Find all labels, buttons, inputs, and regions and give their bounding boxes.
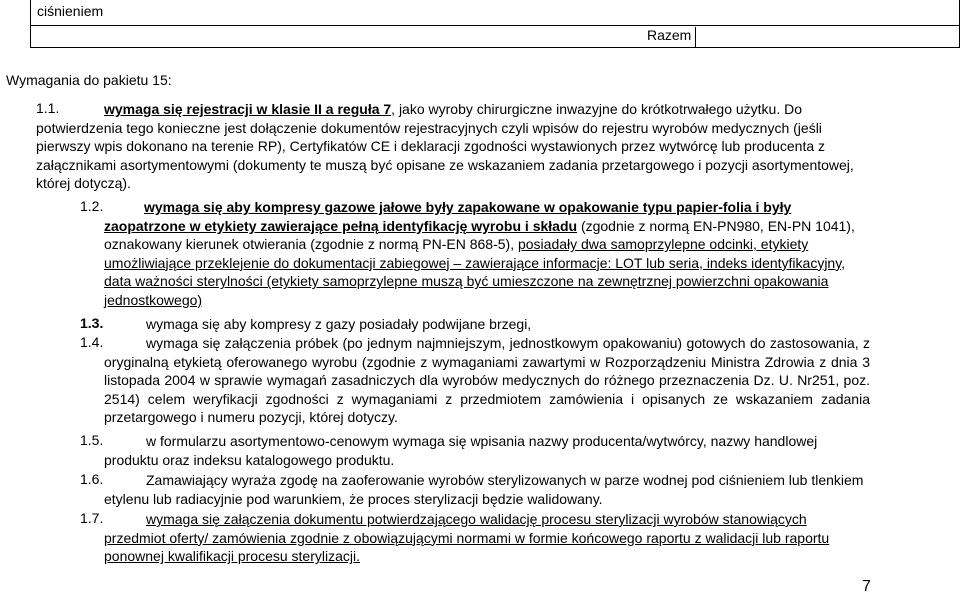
item-number: 1.2. (80, 198, 104, 214)
item-text (104, 334, 870, 427)
item-text-underlined: wymaga się załączenia dokumentu potwierdzającego walidację procesu sterylizacji wyrobów stanowiących przedmiot oferty/ zamówienia zgodnie z obowiązującymi normami w formie końcowego raportu z walidacji lub raportu ponownej kwalifikacji procesu sterylizacji. (104, 511, 830, 565)
item-text-part: wymaga się aby kompresy z gazy posiadały podwijane brzegi, (146, 316, 532, 332)
item-number: 1.6. (80, 471, 104, 487)
item-text-part: w parze wodnej pod ciśnieniem lub tlenkiem etylenu lub radiacyjnie pod warunkiem, że proces sterylizacji będzie walidowany. (104, 472, 864, 507)
item-text (104, 471, 864, 508)
item-text (146, 315, 856, 334)
summary-table (30, 0, 960, 48)
item-number: 1.3. (80, 315, 104, 331)
item-number: 1.5. (80, 432, 104, 448)
item-text-part: (zgodnie z normą EN-PN980, EN-PN 1041), oznakowany kierunek otwierania (zgodnie z normą PN-EN 868-5), (104, 217, 855, 253)
item-text (104, 432, 864, 469)
item-text-part: , jako wyroby chirurgiczne inwazyjne do krótkotrwałego użytku. Do potwierdzenia tego konieczne jest dołączenie dokumentów rejestracyjnych czyli wpisów do rejestru wyrobów medycznych (jeśli pierwszy wpis dokonano na terenie RP), Certyfikatów CE i deklaracji zgodności wystawionych przez wytwórcę lub producenta z załącznikami asortymentowymi (dokumenty te muszą być opisane ze wskazaniem zadania przetargowego i pozycji asortymentowej, której dotyczą). (36, 101, 854, 192)
item-text-underlined: posiadały dwa samoprzylepne odcinki, etykiety umożliwiające przeklejenie do dokumentacji zabiegowej – zawierające informacje: LOT lub seria, indeks identyfikacyjny, data ważności sterylności (etykiety samoprzylepne muszą być umieszczone na zewnętrznej powierzchni opakowania jednostkowego) (104, 236, 846, 308)
table-cell-text: ciśnieniem (37, 3, 104, 19)
item-text (104, 510, 856, 566)
page-number: 7 (862, 578, 871, 595)
table-row (30, 25, 960, 48)
section-heading: Wymagania do pakietu 15: (6, 72, 172, 88)
item-text (36, 100, 856, 193)
item-number: 1.7. (80, 510, 104, 526)
item-text-part: w formularzu asortymentowo-cenowym wymaga się wpisania nazwy producenta/wytwórcy, nazwy handlowej produktu oraz indeksu katalogowego produktu. (104, 433, 818, 468)
item-text-part: Zamawiający wyraża zgodę na zaoferowanie wyrobów sterylizowanych (146, 472, 591, 488)
item-text-emphasis: wymaga się aby kompresy gazowe jałowe były zapakowane w opakowanie typu papier-folia i były zaopatrzone w etykiety zawierające pełną identyfikację wyrobu i składu (104, 199, 792, 234)
item-text-part: wymaga się załączenia próbek (po jednym najmniejszym, jednostkowym opakowaniu) gotowych do zastosowania, z oryginalną etykietą oferowanego wyrobu (zgodnie z wymaganiami zawartymi w Rozporządzeniu Ministra Zdrowia z dnia 3 listopada 2004 w sprawie wymagań zasadniczych dla wyrobów medycznych do różnego przeznaczenia Dz. U. Nr251, poz. 2514) celem weryfikacji zgodności z wymaganiami z przedmiotem zamówienia i opisanych ze wskazaniem zadania przetargowego i numeru pozycji, której dotyczy. (104, 335, 870, 426)
item-number: 1.4. (80, 334, 104, 350)
total-label: Razem (647, 27, 696, 47)
item-text-emphasis: wymaga się rejestracji w klasie II a reguła 7 (104, 101, 392, 117)
item-text (104, 198, 856, 310)
item-number: 1.1. (36, 100, 60, 116)
table-row (30, 0, 960, 26)
